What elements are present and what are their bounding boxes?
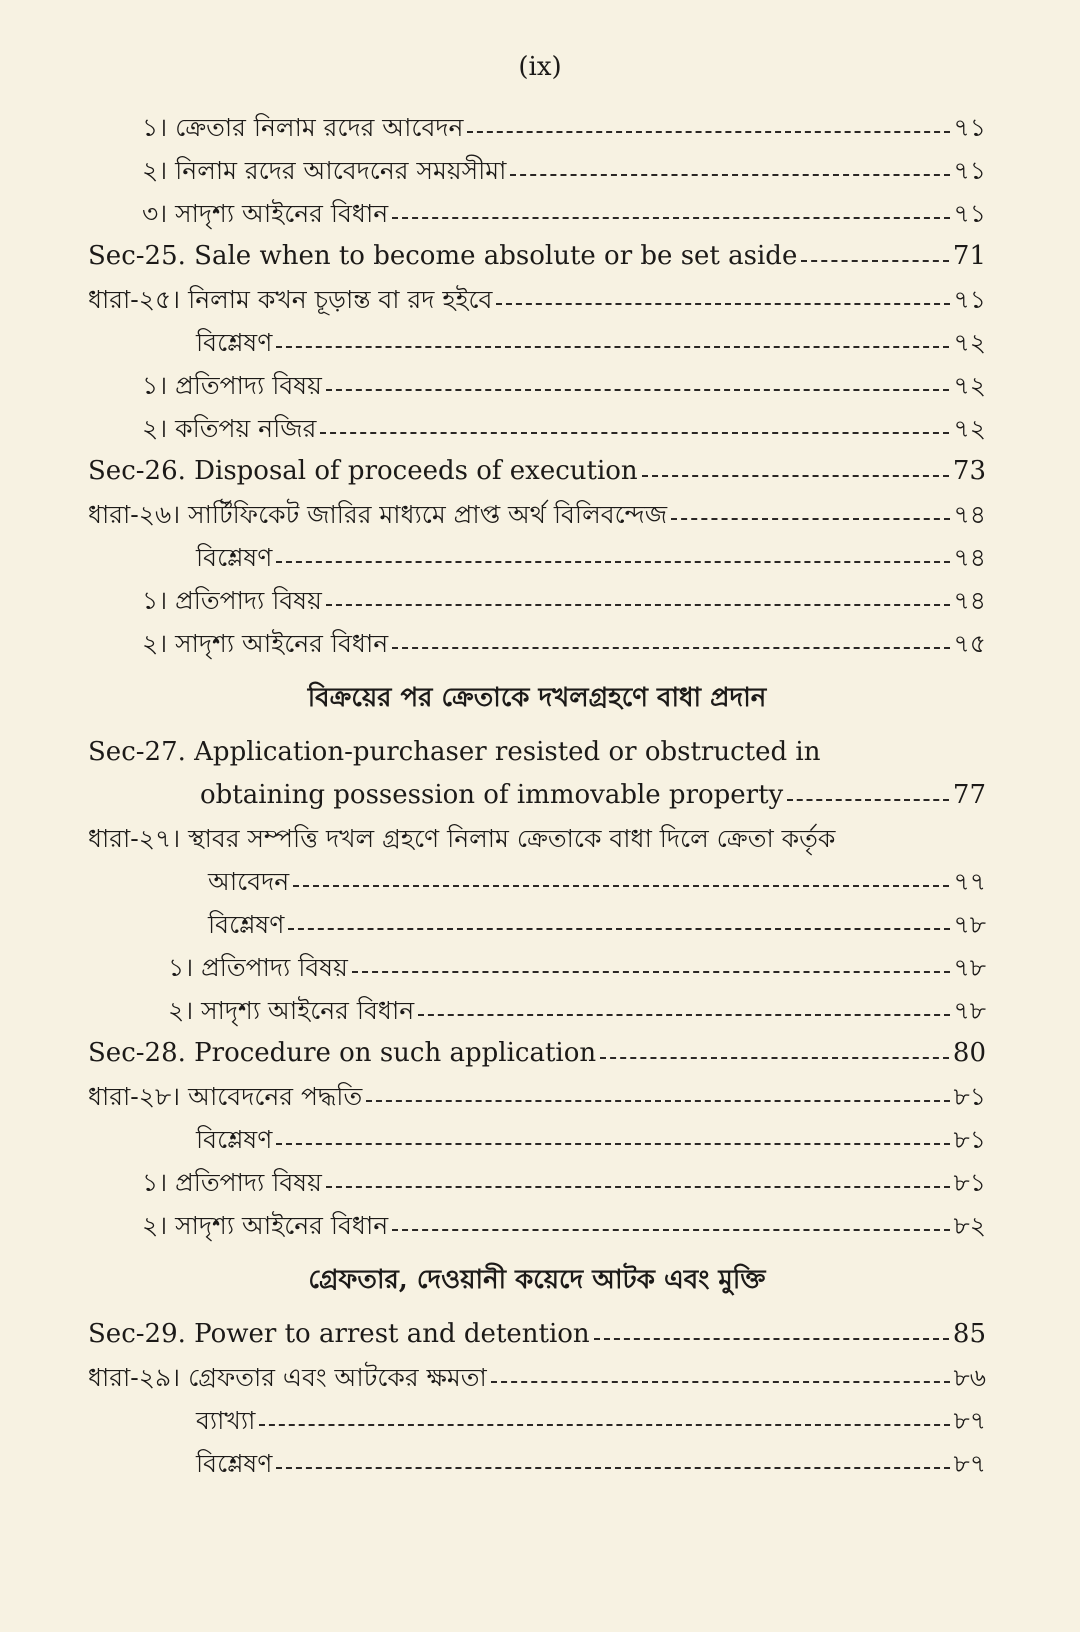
dot-leader [366,1100,949,1102]
toc-entry-label: ৩। সাদৃশ্য আইনের বিধান [142,199,389,228]
toc-entry-label-line1: Sec-27. Application-purchaser resisted or obstructed in [88,737,821,767]
dot-leader [787,799,949,801]
toc-entry-label: ১। প্রতিপাদ্য বিষয় [142,586,322,615]
dot-leader [326,604,950,606]
dot-leader [418,1014,949,1016]
toc-entry[interactable] [88,106,986,149]
toc-entry-page: ৮৭ [953,1449,986,1478]
toc-entry-page: ৭১ [953,113,986,142]
toc-entry[interactable] [88,1442,986,1485]
toc-entry-label: Sec-28. Procedure on such application [88,1038,597,1068]
dot-leader [801,260,949,262]
toc-entry-page: ৭৪ [953,500,986,529]
toc-entry[interactable] [88,1161,986,1204]
dot-leader [276,346,949,348]
toc-entry[interactable] [88,946,986,989]
toc-entry-page: ৭৭ [953,867,986,896]
toc-entry-page: ৮৭ [953,1406,986,1435]
toc-entry-label: বিশ্লেষণ [196,543,273,572]
toc-entry[interactable] [88,321,986,364]
toc-entry-page: ৭১ [953,285,986,314]
toc-entry-page: ৮২ [953,1211,986,1240]
toc-entry-page: ৭৪ [953,586,986,615]
toc-entry[interactable] [88,989,986,1032]
toc-entry-page: 71 [952,241,986,271]
toc-group-c [88,1313,986,1485]
toc-entry[interactable] [88,278,986,321]
toc-entry-label: ২। সাদৃশ্য আইনের বিধান [168,996,415,1025]
dot-leader [326,1186,950,1188]
toc-entry-label-line2: obtaining possession of immovable property [200,780,784,810]
toc-entry[interactable] [88,1118,986,1161]
dot-leader [259,1424,949,1426]
toc-entry-label: বিশ্লেষণ [196,328,273,357]
toc-entry-page: ৭৮ [953,910,986,939]
dot-leader [392,1229,949,1231]
dot-leader [671,518,949,520]
toc-entry-page: 85 [952,1319,986,1349]
toc-entry-label: ২। কতিপয় নজির [142,414,317,443]
toc-entry-page: ৭৮ [953,953,986,982]
toc-entry-page: ৭৪ [953,543,986,572]
toc-entry[interactable] [88,536,986,579]
section-heading-possession: বিক্রয়ের পর ক্রেতাকে দখলগ্রহণে বাধা প্রদান [307,683,767,713]
toc-entry[interactable] [88,235,986,278]
table-of-contents [88,106,986,1485]
toc-entry-label: ২। সাদৃশ্য আইনের বিধান [142,1211,389,1240]
toc-entry[interactable] [88,860,986,903]
dot-leader [642,475,949,477]
toc-entry-label: ২। নিলাম রদের আবেদনের সময়সীমা [142,156,507,185]
toc-entry-page: ৭৫ [953,629,986,658]
toc-entry-label: Sec-25. Sale when to become absolute or be set aside [88,241,798,271]
toc-entry-label: ১। প্রতিপাদ্য বিষয় [142,371,322,400]
dot-leader [467,131,949,133]
dot-leader [496,303,949,305]
toc-entry-page: ৭২ [953,328,986,357]
toc-entry-label: Sec-26. Disposal of proceeds of execution [88,456,638,486]
toc-entry-label: ধারা-২৮। আবেদনের পদ্ধতি [88,1082,363,1111]
toc-group-a [88,106,986,665]
toc-entry[interactable] [88,579,986,622]
dot-leader [352,971,950,973]
toc-entry-label: ১। প্রতিপাদ্য বিষয় [142,1168,322,1197]
toc-entry-page: ৮১ [953,1168,986,1197]
toc-entry[interactable] [88,364,986,407]
toc-entry-label: ধারা-২৫। নিলাম কখন চূড়ান্ত বা রদ হইবে [88,285,493,314]
toc-entry-label: ব্যাখ্যা [196,1406,256,1435]
toc-entry-label: ২। সাদৃশ্য আইনের বিধান [142,629,389,658]
toc-entry-label: ১। ক্রেতার নিলাম রদের আবেদন [142,113,464,142]
toc-entry[interactable] [88,1075,986,1118]
toc-entry-page: 80 [952,1038,986,1068]
toc-entry-sec-27[interactable] [88,731,986,817]
toc-entry[interactable] [88,903,986,946]
toc-entry-label: বিশ্লেষণ [196,1449,273,1478]
toc-entry-page: ৭১ [953,199,986,228]
toc-entry-page: ৮১ [953,1082,986,1111]
toc-entry-page: ৭২ [953,371,986,400]
dot-leader [276,1143,949,1145]
toc-entry-page: 77 [952,780,986,810]
dot-leader [326,389,950,391]
toc-entry[interactable] [88,149,986,192]
dot-leader [510,174,949,176]
dot-leader [491,1381,950,1383]
toc-entry-page: ৭৮ [953,996,986,1025]
dot-leader [594,1338,949,1340]
toc-entry-label: বিশ্লেষণ [196,1125,273,1154]
toc-entry[interactable] [88,622,986,665]
dot-leader [392,217,949,219]
section-heading-arrest: গ্রেফতার, দেওয়ানী কয়েদে আটক এবং মুক্তি [308,1265,766,1295]
toc-entry[interactable] [88,407,986,450]
toc-entry[interactable] [88,192,986,235]
dot-leader [288,928,949,930]
page-number: (ix) [518,52,562,82]
toc-entry-page: 73 [952,456,986,486]
toc-entry-page: ৭১ [953,156,986,185]
toc-entry[interactable] [88,493,986,536]
dot-leader [600,1057,949,1059]
toc-entry-label: ধারা-২৯। গ্রেফতার এবং আটকের ক্ষমতা [88,1363,487,1392]
toc-entry[interactable] [88,1399,986,1442]
toc-entry-label: ১। প্রতিপাদ্য বিষয় [168,953,348,982]
toc-entry-label: ধারা-২৬। সার্টিফিকেট জারির মাধ্যমে প্রাপ্ত অর্থ বিলিবন্দেজ [88,500,668,529]
toc-group-b [88,860,986,1247]
dot-leader [276,1467,949,1469]
dot-leader [392,647,949,649]
dot-leader [320,432,949,434]
toc-entry[interactable] [88,1204,986,1247]
toc-entry-label: Sec-29. Power to arrest and detention [88,1319,590,1349]
toc-entry[interactable] [88,1032,986,1075]
toc-entry-dhara-27-line1: ধারা-২৭। স্থাবর সম্পত্তি দখল গ্রহণে নিলাম ক্রেতাকে বাধা দিলে ক্রেতা কর্তৃক [88,824,836,853]
toc-entry-page: ৮১ [953,1125,986,1154]
toc-entry-label: বিশ্লেষণ [208,910,285,939]
toc-entry-label: আবেদন [208,867,290,896]
toc-entry-page: ৮৬ [953,1363,986,1392]
dot-leader [293,885,949,887]
dot-leader [276,561,949,563]
toc-entry[interactable] [88,450,986,493]
toc-entry-page: ৭২ [953,414,986,443]
toc-entry[interactable] [88,1356,986,1399]
toc-entry[interactable] [88,1313,986,1356]
